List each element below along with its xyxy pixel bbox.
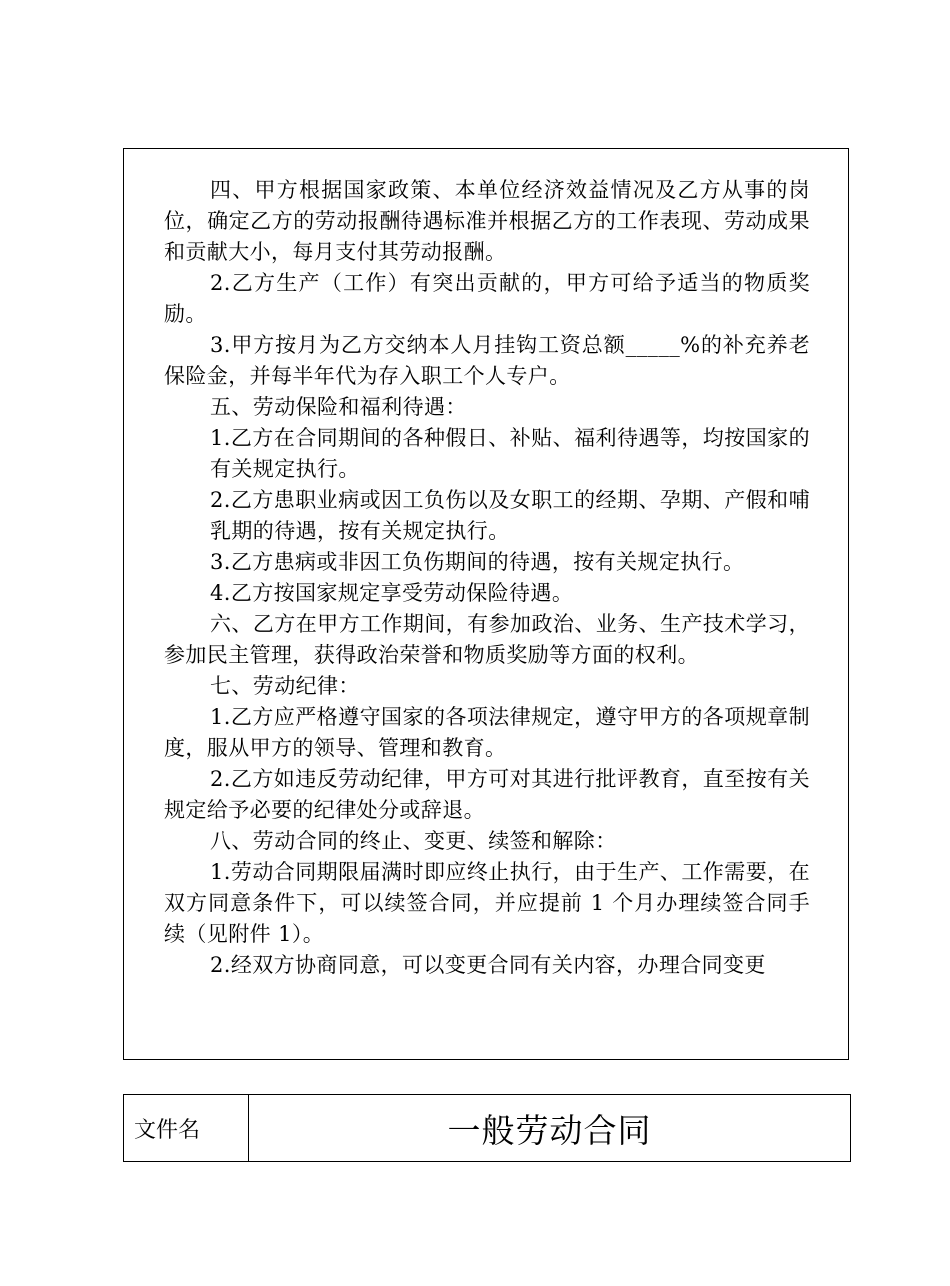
file-name-table — [123, 1094, 851, 1162]
contract-text-box — [123, 148, 849, 1060]
paragraph: 1.劳动合同期限届满时即应终止执行，由于生产、工作需要，在双方同意条件下，可以续签合同，并应提前 1 个月办理续签合同手续（见附件 1）。 — [164, 860, 810, 946]
section-heading: 五、劳动保险和福利待遇： — [210, 395, 467, 419]
paragraph: 六、乙方在甲方工作期间，有参加政治、业务、生产技术学习，参加民主管理，获得政治荣誉和物质奖励等方面的权利。 — [164, 612, 810, 667]
document-title: 一般劳动合同 — [249, 1095, 851, 1162]
section-heading: 八、劳动合同的终止、变更、续签和解除： — [210, 829, 617, 853]
file-name-label: 文件名 — [124, 1095, 249, 1162]
paragraph: 1.乙方在合同期间的各种假日、补贴、福利待遇等，均按国家的有关规定执行。 — [210, 426, 810, 481]
paragraph: 2.乙方生产（工作）有突出贡献的，甲方可给予适当的物质奖励。 — [164, 271, 810, 326]
section-heading: 七、劳动纪律： — [210, 674, 360, 698]
paragraph: 4.乙方按国家规定享受劳动保险待遇。 — [210, 581, 574, 605]
paragraph: 2.乙方患职业病或因工负伤以及女职工的经期、孕期、产假和哺乳期的待遇，按有关规定执行。 — [210, 488, 810, 543]
paragraph: 2.乙方如违反劳动纪律，甲方可对其进行批评教育，直至按有关规定给予必要的纪律处分或辞退。 — [164, 767, 810, 822]
paragraph: 1.乙方应严格遵守国家的各项法律规定，遵守甲方的各项规章制度，服从甲方的领导、管理和教育。 — [164, 705, 810, 760]
paragraph: 3.甲方按月为乙方交纳本人月挂钩工资总额_____%的补充养老保险金，并每半年代为存入职工个人专户。 — [164, 333, 810, 388]
paragraph: 四、甲方根据国家政策、本单位经济效益情况及乙方从事的岗位，确定乙方的劳动报酬待遇标准并根据乙方的工作表现、劳动成果和贡献大小，每月支付其劳动报酬。 — [164, 178, 810, 264]
paragraph: 3.乙方患病或非因工负伤期间的待遇，按有关规定执行。 — [210, 550, 745, 574]
table-row — [124, 1095, 851, 1162]
paragraph: 2.经双方协商同意，可以变更合同有关内容，办理合同变更 — [210, 953, 766, 977]
